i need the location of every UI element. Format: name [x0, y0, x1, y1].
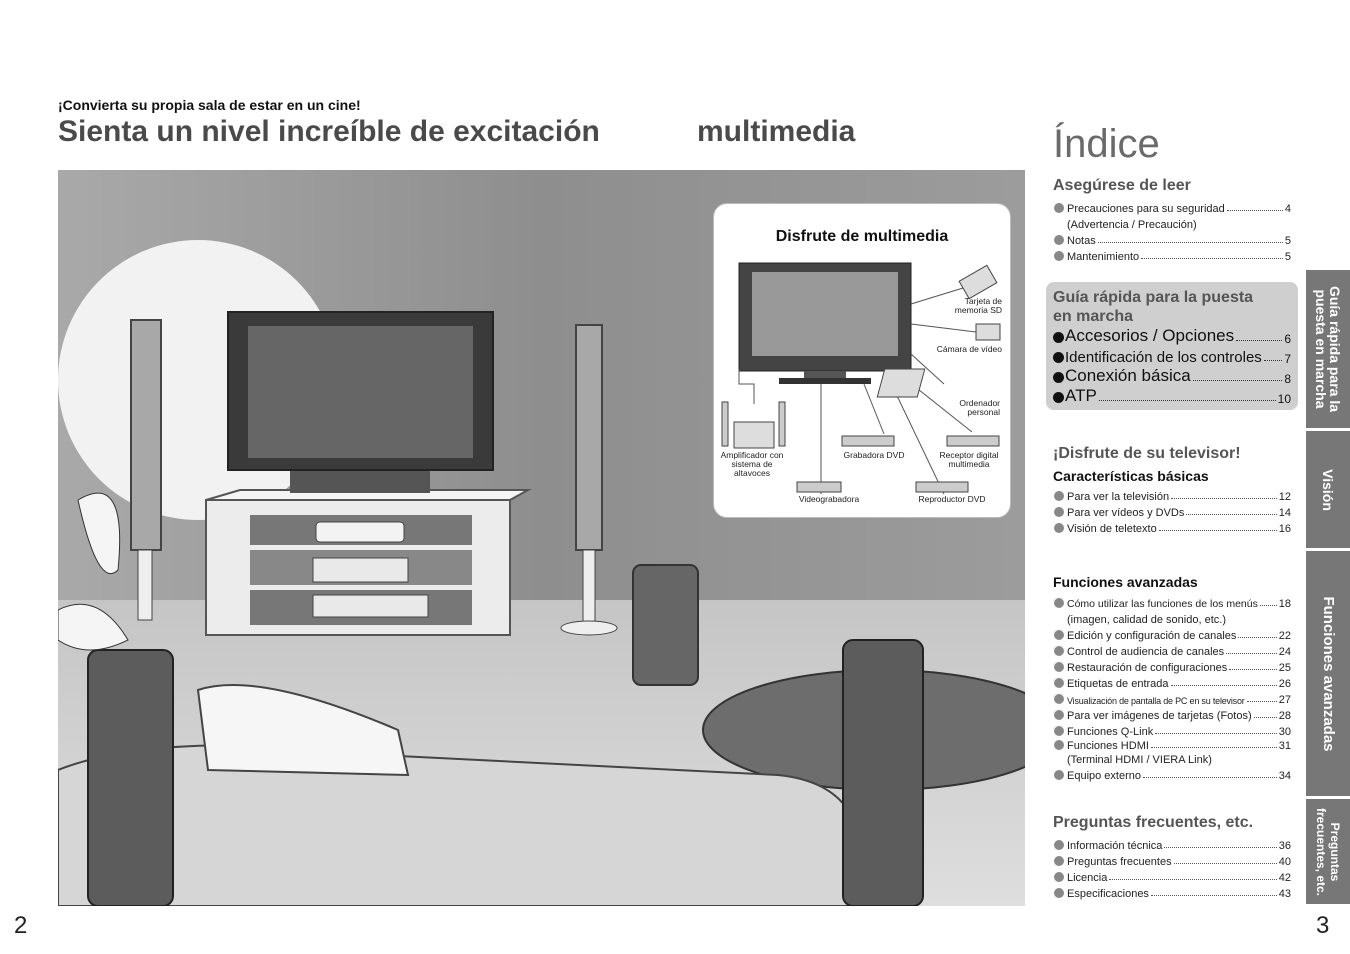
list-faq	[1054, 836, 1291, 900]
bullet-icon	[1053, 392, 1064, 403]
bullet-icon	[1054, 678, 1064, 688]
subsection-advanced: Funciones avanzadas	[1053, 574, 1198, 590]
bullet-icon	[1053, 372, 1064, 383]
page-number-right: 3	[1316, 912, 1330, 939]
toc-item: (imagen, calidad de sonido, etc.)	[1067, 614, 1226, 626]
toc-item[interactable]: Cómo utilizar las funciones de los menús 18	[1054, 594, 1291, 610]
bullet-icon	[1054, 726, 1064, 736]
toc-item[interactable]: Especificaciones 43	[1054, 884, 1291, 900]
list-read	[1054, 199, 1291, 263]
toc-item[interactable]: Etiquetas de entrada 26	[1054, 674, 1291, 690]
bullet-icon	[1054, 770, 1064, 780]
section-read: Asegúrese de leer	[1053, 177, 1191, 194]
bullet-icon	[1053, 352, 1064, 363]
toc-item[interactable]: Identificación de los controles 7	[1053, 346, 1291, 366]
bullet-icon	[1054, 888, 1064, 898]
toc-item: (Terminal HDMI / VIERA Link)	[1067, 754, 1212, 766]
bullet-icon	[1054, 740, 1064, 750]
toc-item[interactable]: Funciones HDMI 31	[1054, 738, 1291, 752]
toc-item[interactable]: Visión de teletexto 16	[1054, 519, 1291, 535]
bullet-icon	[1054, 840, 1064, 850]
label-vcr: Videograbadora	[798, 494, 860, 504]
toc-item[interactable]: Para ver vídeos y DVDs 14	[1054, 503, 1291, 519]
toc-item[interactable]: Funciones Q-Link 30	[1054, 722, 1291, 738]
multimedia-title: Disfrute de multimedia	[775, 228, 949, 245]
quick-start-box	[1046, 282, 1298, 410]
toc-item[interactable]: Información técnica 36	[1054, 836, 1291, 852]
toc-item: (Advertencia / Precaución)	[1067, 219, 1197, 231]
tab-quick-start[interactable]: Guía rápida para la puesta en marcha	[1306, 270, 1350, 428]
toc-item[interactable]: Accesorios / Opciones 6	[1053, 326, 1291, 346]
page-title: Sienta un nivel increíble de excitación	[58, 115, 600, 148]
label-sd-card: Tarjeta de memoria SD	[954, 296, 1002, 315]
index-title: Índice	[1053, 122, 1160, 166]
bullet-icon	[1054, 662, 1064, 672]
bullet-icon	[1054, 203, 1064, 213]
toc-item[interactable]: Mantenimiento 5	[1054, 247, 1291, 263]
toc-item[interactable]: Control de audiencia de canales 24	[1054, 642, 1291, 658]
subsection-basic: Características básicas	[1053, 468, 1209, 484]
toc-item[interactable]: Restauración de configuraciones 25	[1054, 658, 1291, 674]
toc-item[interactable]: Precauciones para su seguridad 4	[1054, 199, 1291, 215]
list-quick	[1053, 326, 1291, 406]
toc-item[interactable]: Equipo externo 34	[1054, 766, 1291, 782]
bullet-icon	[1054, 507, 1064, 517]
bullet-icon	[1054, 646, 1064, 656]
toc-item[interactable]: Para ver imágenes de tarjetas (Fotos) 28	[1054, 706, 1291, 722]
bullet-icon	[1054, 630, 1064, 640]
page-number-left: 2	[14, 912, 28, 939]
label-amplifier: Amplificador con sistema de altavoces	[720, 450, 784, 478]
bullet-icon	[1054, 694, 1064, 704]
bullet-icon	[1054, 235, 1064, 245]
subheading: ¡Convierta su propia sala de estar en un cine!	[58, 97, 361, 113]
list-advanced	[1054, 594, 1291, 782]
toc-item[interactable]: Preguntas frecuentes 40	[1054, 852, 1291, 868]
label-digital-receiver: Receptor digital multimedia	[939, 450, 999, 469]
multimedia-panel	[713, 203, 1011, 518]
section-faq: Preguntas frecuentes, etc.	[1053, 814, 1254, 831]
toc-item[interactable]: Visualización de pantalla de PC en su televisor 27	[1054, 690, 1291, 706]
list-basic	[1054, 487, 1291, 535]
bullet-icon	[1054, 710, 1064, 720]
toc-item[interactable]: Edición y configuración de canales 22	[1054, 626, 1291, 642]
bullet-icon	[1053, 332, 1064, 343]
bullet-icon	[1054, 251, 1064, 261]
bullet-icon	[1054, 491, 1064, 501]
bullet-icon	[1054, 872, 1064, 882]
toc-item[interactable]: ATP 10	[1053, 386, 1291, 406]
toc-item[interactable]: Licencia 42	[1054, 868, 1291, 884]
label-dvd-recorder: Grabadora DVD	[843, 450, 905, 460]
label-pc: Ordenador personal	[959, 398, 1000, 417]
bullet-icon	[1054, 856, 1064, 866]
tab-faq[interactable]: Preguntas frecuentes, etc.	[1306, 799, 1350, 904]
tab-vision[interactable]: Visión	[1306, 431, 1350, 548]
toc-item[interactable]: Notas 5	[1054, 231, 1291, 247]
page-title-multimedia: multimedia	[697, 115, 856, 148]
toc-item[interactable]: Para ver la televisión 12	[1054, 487, 1291, 503]
bullet-icon	[1054, 523, 1064, 533]
tab-advanced[interactable]: Funciones avanzadas	[1306, 551, 1350, 796]
bullet-icon	[1054, 598, 1064, 608]
label-dvd-player: Reproductor DVD	[918, 494, 986, 504]
label-camera: Cámara de vídeo	[936, 344, 1002, 354]
toc-item[interactable]: Conexión básica 8	[1053, 366, 1291, 386]
section-quick: Guía rápida para la puesta en marcha	[1053, 289, 1254, 325]
section-enjoy: ¡Disfrute de su televisor!	[1053, 445, 1241, 462]
